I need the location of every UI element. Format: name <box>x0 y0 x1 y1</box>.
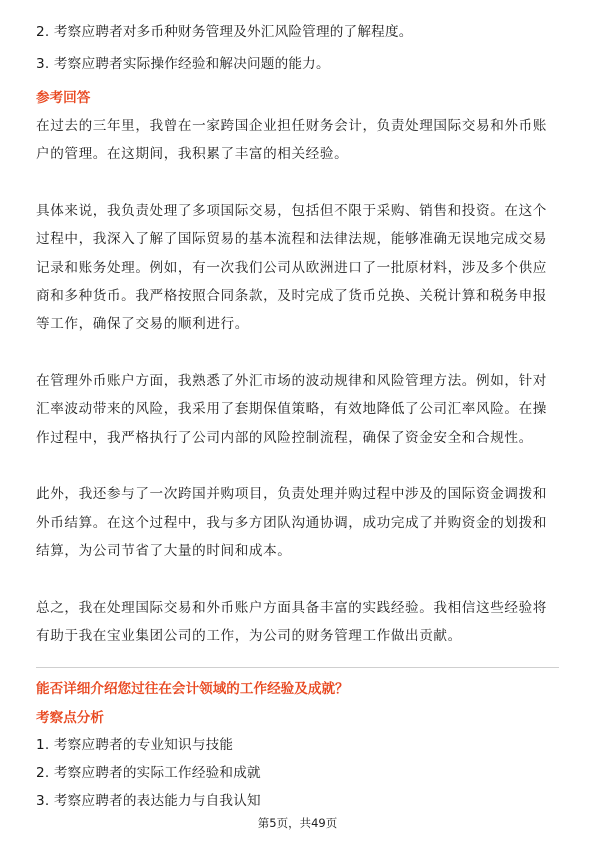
list-item: 2. 考察应聘者的实际工作经验和成就 <box>36 765 261 781</box>
paragraph-line: 外币结算。在这个过程中，我与多方团队沟通协调，成功完成了并购资金的划拨和 <box>36 515 547 531</box>
answer-heading: 参考回答 <box>36 90 91 106</box>
paragraph-line: 总之，我在处理国际交易和外币账户方面具备丰富的实践经验。我相信这些经验将 <box>36 600 547 616</box>
paragraph-line: 等工作，确保了交易的顺利进行。 <box>36 316 249 332</box>
analysis-heading: 考察点分析 <box>36 710 104 726</box>
paragraph-line: 在管理外币账户方面，我熟悉了外汇市场的波动规律和风险管理方法。例如，针对 <box>36 373 547 389</box>
paragraph-line: 作过程中，我严格执行了公司内部的风险控制流程，确保了资金安全和合规性。 <box>36 430 533 446</box>
paragraph-line: 户的管理。在这期间，我积累了丰富的相关经验。 <box>36 146 349 162</box>
paragraph-line: 汇率波动带来的风险，我采用了套期保值策略，有效地降低了公司汇率风险。在操 <box>36 401 547 417</box>
list-item: 1. 考察应聘者的专业知识与技能 <box>36 737 234 753</box>
paragraph-line: 在过去的三年里，我曾在一家跨国企业担任财务会计，负责处理国际交易和外币账 <box>36 118 547 134</box>
paragraph-line: 结算，为公司节省了大量的时间和成本。 <box>36 543 292 559</box>
page-number: 第5页，共49页 <box>257 816 338 830</box>
question-heading: 能否详细介绍您过往在会计领域的工作经验及成就？ <box>36 681 349 697</box>
divider <box>36 667 559 668</box>
list-item: 3. 考察应聘者实际操作经验和解决问题的能力。 <box>36 56 330 72</box>
list-item: 2. 考察应聘者对多币种财务管理及外汇风险管理的了解程度。 <box>36 24 413 40</box>
paragraph-line: 商和多种货币。我严格按照合同条款，及时完成了货币兑换、关税计算和税务申报 <box>36 288 547 304</box>
paragraph-line: 记录和账务处理。例如，有一次我们公司从欧洲进口了一批原材料，涉及多个供应 <box>36 260 547 276</box>
paragraph-line: 具体来说，我负责处理了多项国际交易，包括但不限于采购、销售和投资。在这个 <box>36 203 547 219</box>
paragraph-line: 过程中，我深入了解了国际贸易的基本流程和法律法规，能够准确无误地完成交易 <box>36 231 547 247</box>
list-item: 3. 考察应聘者的表达能力与自我认知 <box>36 793 261 809</box>
paragraph-line: 有助于我在宝业集团公司的工作，为公司的财务管理工作做出贡献。 <box>36 628 462 644</box>
paragraph-line: 此外，我还参与了一次跨国并购项目，负责处理并购过程中涉及的国际资金调拨和 <box>36 486 547 502</box>
